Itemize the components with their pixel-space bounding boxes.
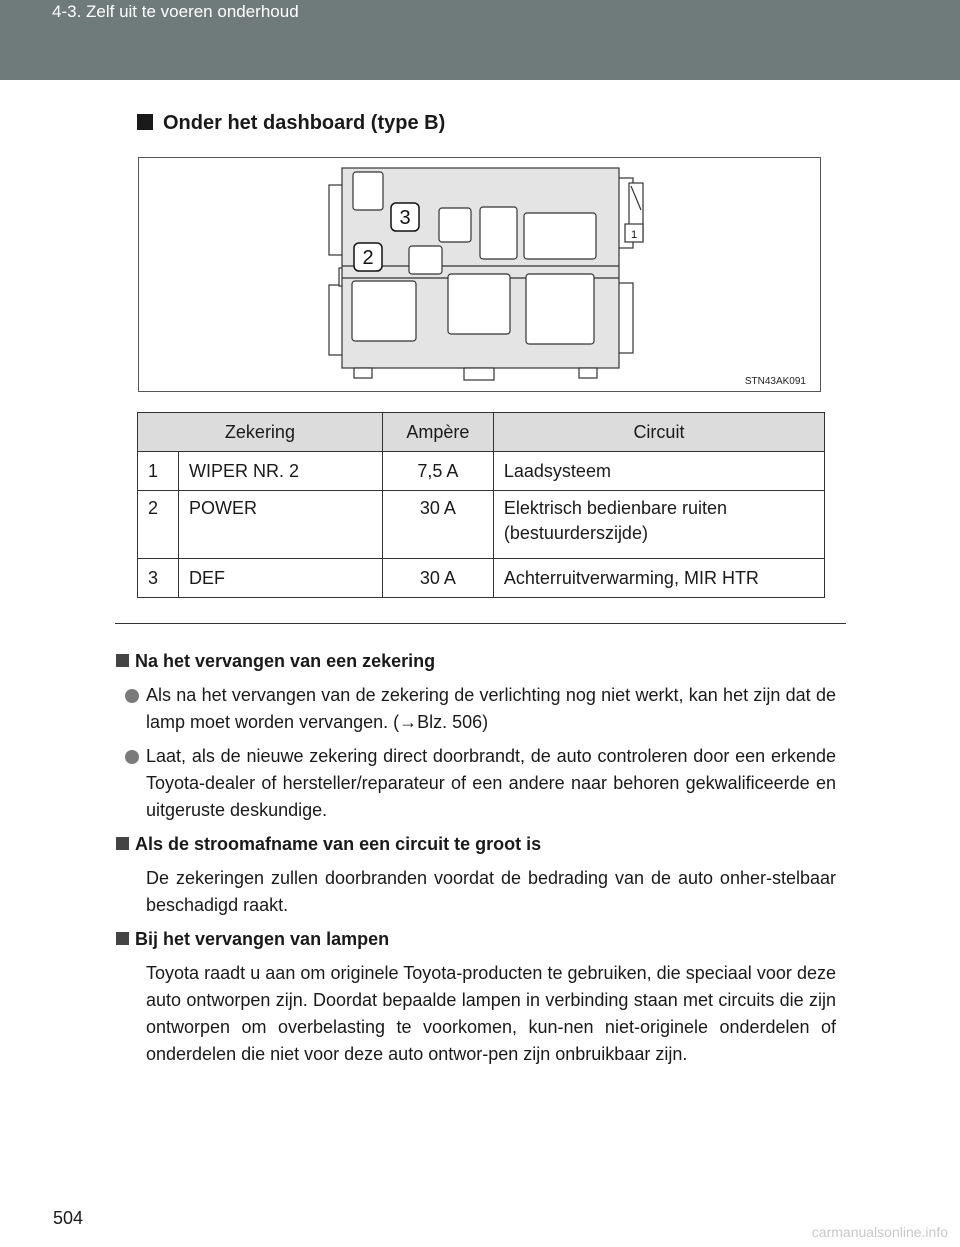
- row-num: 3: [138, 559, 179, 598]
- bullet-text: Als na het vervangen van de zekering de verlichting nog niet werkt, kan het zijn dat de lamp moet worden vervangen. (→Blz. 506): [146, 685, 836, 732]
- note-heading-text: Bij het vervangen van lampen: [135, 929, 390, 949]
- header-bar: [0, 0, 960, 80]
- note-heading-2: [116, 831, 836, 858]
- row-circuit: [493, 491, 824, 559]
- row-num: 1: [138, 452, 179, 491]
- row-amp: 30 A: [382, 491, 493, 559]
- section-divider: [115, 623, 846, 624]
- row-fuse-name: POWER: [179, 491, 383, 559]
- section-title-text: Onder het dashboard (type B): [163, 112, 446, 134]
- note-heading-1: [116, 648, 836, 675]
- square-bullet-icon: [137, 114, 153, 130]
- header-circuit: Circuit: [493, 413, 824, 452]
- circle-bullet-icon: [125, 750, 139, 764]
- row-fuse-name: WIPER NR. 2: [179, 452, 383, 491]
- page-number: 504: [53, 1208, 84, 1228]
- row-amp: 7,5 A: [382, 452, 493, 491]
- fuse-box-diagram: [138, 157, 821, 392]
- fuse-table: [137, 412, 825, 598]
- section-title: [137, 112, 445, 135]
- row-circuit: Achterruitverwarming, MIR HTR: [493, 559, 824, 598]
- note-heading-text: Na het vervangen van een zekering: [135, 651, 436, 671]
- circle-bullet-icon: [125, 689, 139, 703]
- notes-content: [116, 648, 836, 1068]
- callout-1-label: 1: [630, 229, 638, 241]
- watermark: carmanualsonline.info: [811, 1224, 948, 1240]
- note-heading-text: Als de stroomafname van een circuit te groot is: [135, 834, 542, 854]
- bullet-item: [116, 682, 836, 736]
- table-row: [138, 452, 825, 491]
- note-heading-3: [116, 926, 836, 953]
- header-title: 4-3. Zelf uit te voeren onderhoud: [52, 2, 299, 21]
- table-row: [138, 491, 825, 559]
- bullet-item: [116, 743, 836, 824]
- row-fuse-name: DEF: [179, 559, 383, 598]
- fuse-box-illustration: [139, 158, 822, 393]
- row-circuit: Laadsysteem: [493, 452, 824, 491]
- row-circuit-line2: (bestuurderszijde): [503, 523, 648, 543]
- header-fuse: Zekering: [138, 413, 383, 452]
- row-num: 2: [138, 491, 179, 559]
- square-bullet-icon: [116, 654, 129, 667]
- bullet-text: Laat, als de nieuwe zekering direct doorbrandt, de auto controleren door een erkende Toyota-dealer of hersteller/reparateur of een andere naar behoren gekwalificeerde en uitgeruste deskundige.: [146, 746, 836, 820]
- diagram-code: STN43AK091: [744, 376, 806, 387]
- callout-2-label: 2: [362, 247, 374, 269]
- table-header-row: [138, 413, 825, 452]
- note-paragraph: De zekeringen zullen doorbranden voordat de bedrading van de auto onher-stelbaar beschadigd raakt.: [146, 868, 836, 915]
- header-amp: Ampère: [382, 413, 493, 452]
- square-bullet-icon: [116, 837, 129, 850]
- square-bullet-icon: [116, 932, 129, 945]
- row-circuit-line1: Elektrisch bedienbare ruiten: [503, 498, 728, 518]
- note-paragraph: Toyota raadt u aan om originele Toyota-producten te gebruiken, die speciaal voor deze auto ontworpen zijn. Doordat bepaalde lampen in verbinding staan met circuits die zijn ontworpen om overbelasting te voorkomen, kun-nen niet-originele onderdelen of onderdelen die niet voor deze auto ontwor-pen zijn onbruikbaar zijn.: [146, 963, 836, 1064]
- callout-3-label: 3: [399, 207, 411, 229]
- row-amp: 30 A: [382, 559, 493, 598]
- table-row: [138, 559, 825, 598]
